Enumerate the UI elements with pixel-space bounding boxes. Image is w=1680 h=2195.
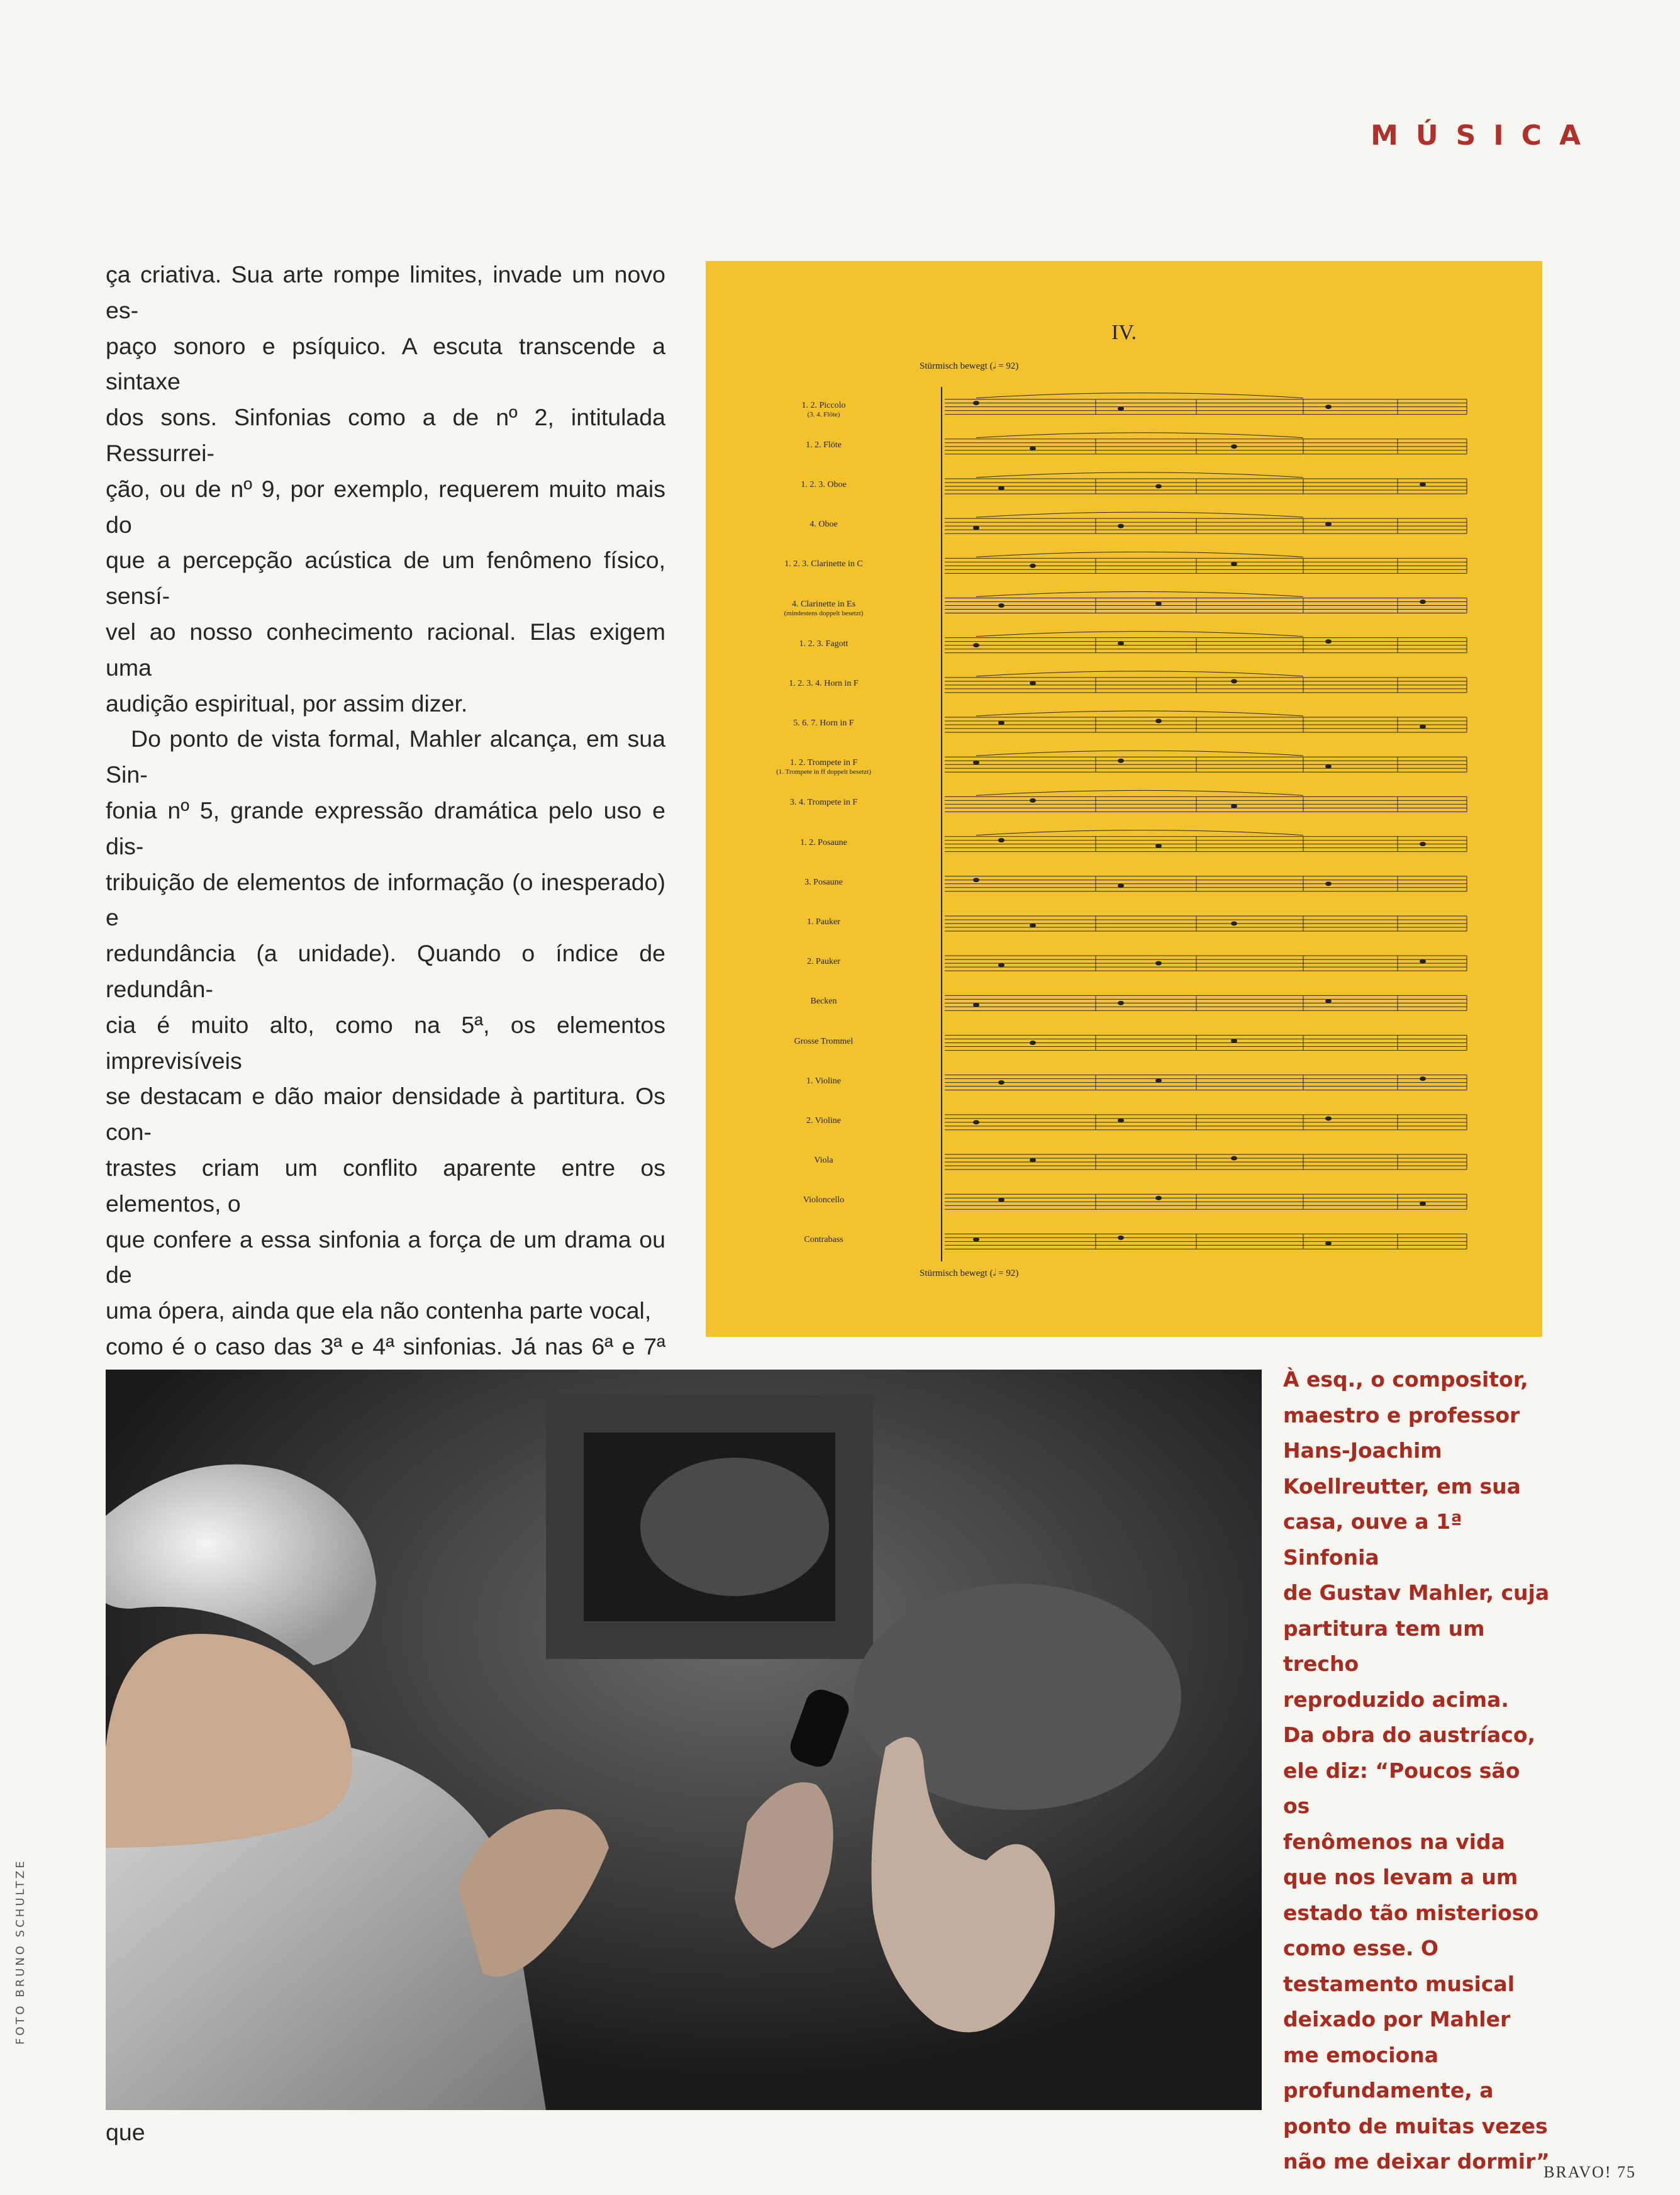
- tempo-marking-top: Stürmisch bewegt (𝅗𝅥 = 92): [920, 361, 1019, 371]
- staff: [945, 956, 1467, 971]
- caption-line: profundamente, a: [1283, 2078, 1494, 2103]
- instrument-name: 1. 2. 3. 4. Horn in F: [789, 678, 859, 688]
- instrument-label: [731, 758, 916, 776]
- caption-line: de Gustav Mahler, cuja: [1283, 1580, 1550, 1605]
- staff: [945, 393, 1467, 415]
- instrument-name: 1. 2. 3. Oboe: [801, 479, 847, 489]
- photo-credit: FOTO BRUNO SCHULTZE: [14, 1858, 27, 2045]
- caption-line: me emociona: [1283, 2042, 1439, 2067]
- staff: [945, 592, 1467, 613]
- composer-photo: [106, 1370, 1262, 2110]
- instrument-label: [731, 838, 916, 848]
- instrument-note: (mindestens doppelt besetzt): [784, 609, 864, 617]
- body-line: como é o caso das 3ª e 4ª sinfonias. Já nas 6ª e 7ª: [106, 1332, 665, 1360]
- caption-line: reproduzido acima.: [1283, 1687, 1509, 1712]
- caption-line: Da obra do austríaco,: [1283, 1723, 1536, 1747]
- caption-line: casa, ouve a 1ª Sinfonia: [1283, 1509, 1462, 1570]
- caption-line: como esse. O: [1283, 1936, 1438, 1960]
- staff: [945, 512, 1467, 533]
- magazine-name: BRAVO!: [1544, 2163, 1612, 2181]
- staff: [945, 711, 1467, 732]
- staff: [945, 876, 1467, 891]
- body-line: que confere a essa sinfonia a força de um drama ou de: [106, 1226, 665, 1288]
- body-line: trastes criam um conflito aparente entre os elementos, o: [106, 1154, 665, 1217]
- staff: [945, 830, 1467, 852]
- movement-number: IV.: [1111, 321, 1137, 344]
- caption-line: que nos levam a um: [1283, 1865, 1518, 1889]
- paragraph-1: [106, 257, 665, 721]
- body-line: dos sons. Sinfonias como a de nº 2, intitulada Ressurrei-: [106, 404, 665, 466]
- body-line: fonia nº 5, grande expressão dramática pelo uso e dis-: [106, 796, 665, 859]
- body-line: que: [106, 2119, 145, 2146]
- caption-line: fenômenos na vida: [1283, 1829, 1505, 1854]
- staff: [945, 632, 1467, 653]
- staff: [945, 1154, 1467, 1170]
- instrument-label: [731, 600, 916, 617]
- body-line: paço sonoro e psíquico. A escuta transcende a sintaxe: [106, 332, 665, 395]
- instrument-label: [731, 679, 916, 689]
- body-line: que a percepção acústica de um fenômeno físico, sensí-: [106, 547, 665, 610]
- instrument-label: [731, 639, 916, 649]
- instrument-label: [731, 878, 916, 888]
- body-line: audição espiritual, por assim dizer.: [106, 690, 468, 717]
- staff: [945, 1075, 1467, 1090]
- instrument-label: [731, 1037, 916, 1047]
- instrument-name: 1. 2. Flöte: [806, 440, 842, 450]
- page-footer: [1544, 2163, 1636, 2182]
- instrument-label: [731, 718, 916, 729]
- instrument-label: [731, 1195, 916, 1205]
- body-line: cia é muito alto, como na 5ª, os elementos imprevisíveis: [106, 1011, 665, 1074]
- instrument-note: (3. 4. Flöte): [807, 410, 840, 418]
- instrument-label: [731, 1235, 916, 1245]
- instrument-label: [731, 1116, 916, 1126]
- caption-line: ele diz: “Poucos são os: [1283, 1758, 1520, 1818]
- staff: [945, 1115, 1467, 1130]
- instrument-name: 1. 2. Trompete in F: [789, 758, 858, 768]
- instrument-label: [731, 957, 916, 967]
- caption-line: deixado por Mahler: [1283, 2007, 1511, 2031]
- instrument-name: Becken: [810, 997, 837, 1007]
- instrument-name: 1. 2. Posaune: [800, 837, 847, 847]
- photo-caption: [1283, 1362, 1554, 2180]
- staff: [945, 552, 1467, 573]
- instrument-label: [731, 480, 916, 490]
- staff: [945, 995, 1467, 1010]
- instrument-name: 3. 4. Trompete in F: [789, 798, 858, 808]
- body-line: vel ao nosso conhecimento racional. Elas exigem uma: [106, 618, 665, 681]
- music-score-panel: [706, 261, 1542, 1337]
- caption-line: ponto de muitas vezes: [1283, 2113, 1548, 2138]
- instrument-label: [731, 798, 916, 808]
- staff: [945, 1036, 1467, 1051]
- instrument-name: 3. Posaune: [804, 877, 843, 887]
- body-line: ça criativa. Sua arte rompe limites, invade um novo es-: [106, 261, 665, 323]
- instrument-name: 1. 2. 3. Clarinette in C: [784, 559, 863, 569]
- instrument-label: [731, 997, 916, 1007]
- staff: [945, 790, 1467, 812]
- instrument-label: [731, 1076, 916, 1086]
- instrument-label: [731, 559, 916, 569]
- staff: [945, 1234, 1467, 1249]
- instrument-label: [731, 917, 916, 927]
- instrument-name: Grosse Trommel: [794, 1036, 854, 1046]
- staff: [945, 671, 1467, 693]
- body-line: tribuição de elementos de informação (o inesperado) e: [106, 868, 665, 931]
- caption-line: partitura tem um trecho: [1283, 1616, 1485, 1676]
- caption-line: testamento musical: [1283, 1971, 1515, 1996]
- instrument-name: Viola: [814, 1156, 833, 1166]
- staff: [945, 751, 1467, 772]
- staff: [945, 1194, 1467, 1209]
- instrument-note: (1. Trompete in ff doppelt besetzt): [776, 768, 871, 776]
- caption-line: estado tão misterioso: [1283, 1900, 1539, 1925]
- page-number: 75: [1617, 2163, 1636, 2181]
- instrument-name: 5. 6. 7. Horn in F: [793, 718, 854, 729]
- caption-line: Hans-Joachim: [1283, 1438, 1442, 1463]
- instrument-name: 4. Clarinette in Es: [791, 599, 856, 609]
- caption-line: Koellreutter, em sua: [1283, 1473, 1521, 1499]
- caption-line: não me deixar dormir”: [1283, 2149, 1550, 2174]
- instrument-name: Contrabass: [804, 1235, 843, 1245]
- instrument-name: 1. 2. 3. Fagott: [799, 639, 848, 649]
- instrument-name: 1. 2. Piccolo: [801, 400, 846, 410]
- instrument-name: 2. Violine: [806, 1115, 841, 1125]
- instrument-label: [731, 520, 916, 530]
- instrument-name: 4. Oboe: [809, 520, 838, 530]
- staff: [945, 433, 1467, 454]
- caption-line: maestro e professor: [1283, 1402, 1520, 1427]
- section-title: MÚSICA: [1371, 120, 1598, 152]
- tempo-marking-bottom: Stürmisch bewegt (𝅗𝅥 = 92): [920, 1268, 1019, 1278]
- staff: [945, 472, 1467, 494]
- body-line: se destacam e dão maior densidade à partitura. Os con-: [106, 1083, 665, 1146]
- photo-illustration: [106, 1370, 1262, 2110]
- instrument-name: 1. Violine: [806, 1076, 841, 1086]
- staff: [945, 916, 1467, 931]
- instrument-name: Violoncello: [803, 1195, 845, 1205]
- body-line: Do ponto de vista formal, Mahler alcança, em sua Sin-: [106, 725, 665, 788]
- body-line: ção, ou de nº 9, por exemplo, requerem muito mais do: [106, 475, 665, 538]
- caption-line: À esq., o compositor,: [1283, 1367, 1528, 1392]
- instrument-label: [731, 1156, 916, 1166]
- instrument-label: [731, 440, 916, 450]
- body-line: redundância (a unidade). Quando o índice de redundân-: [106, 940, 665, 1002]
- instrument-name: 1. Pauker: [807, 917, 840, 927]
- instrument-label: [731, 401, 916, 418]
- body-line: uma ópera, ainda que ela não contenha parte vocal,: [106, 1297, 652, 1324]
- instrument-name: 2. Pauker: [807, 957, 840, 967]
